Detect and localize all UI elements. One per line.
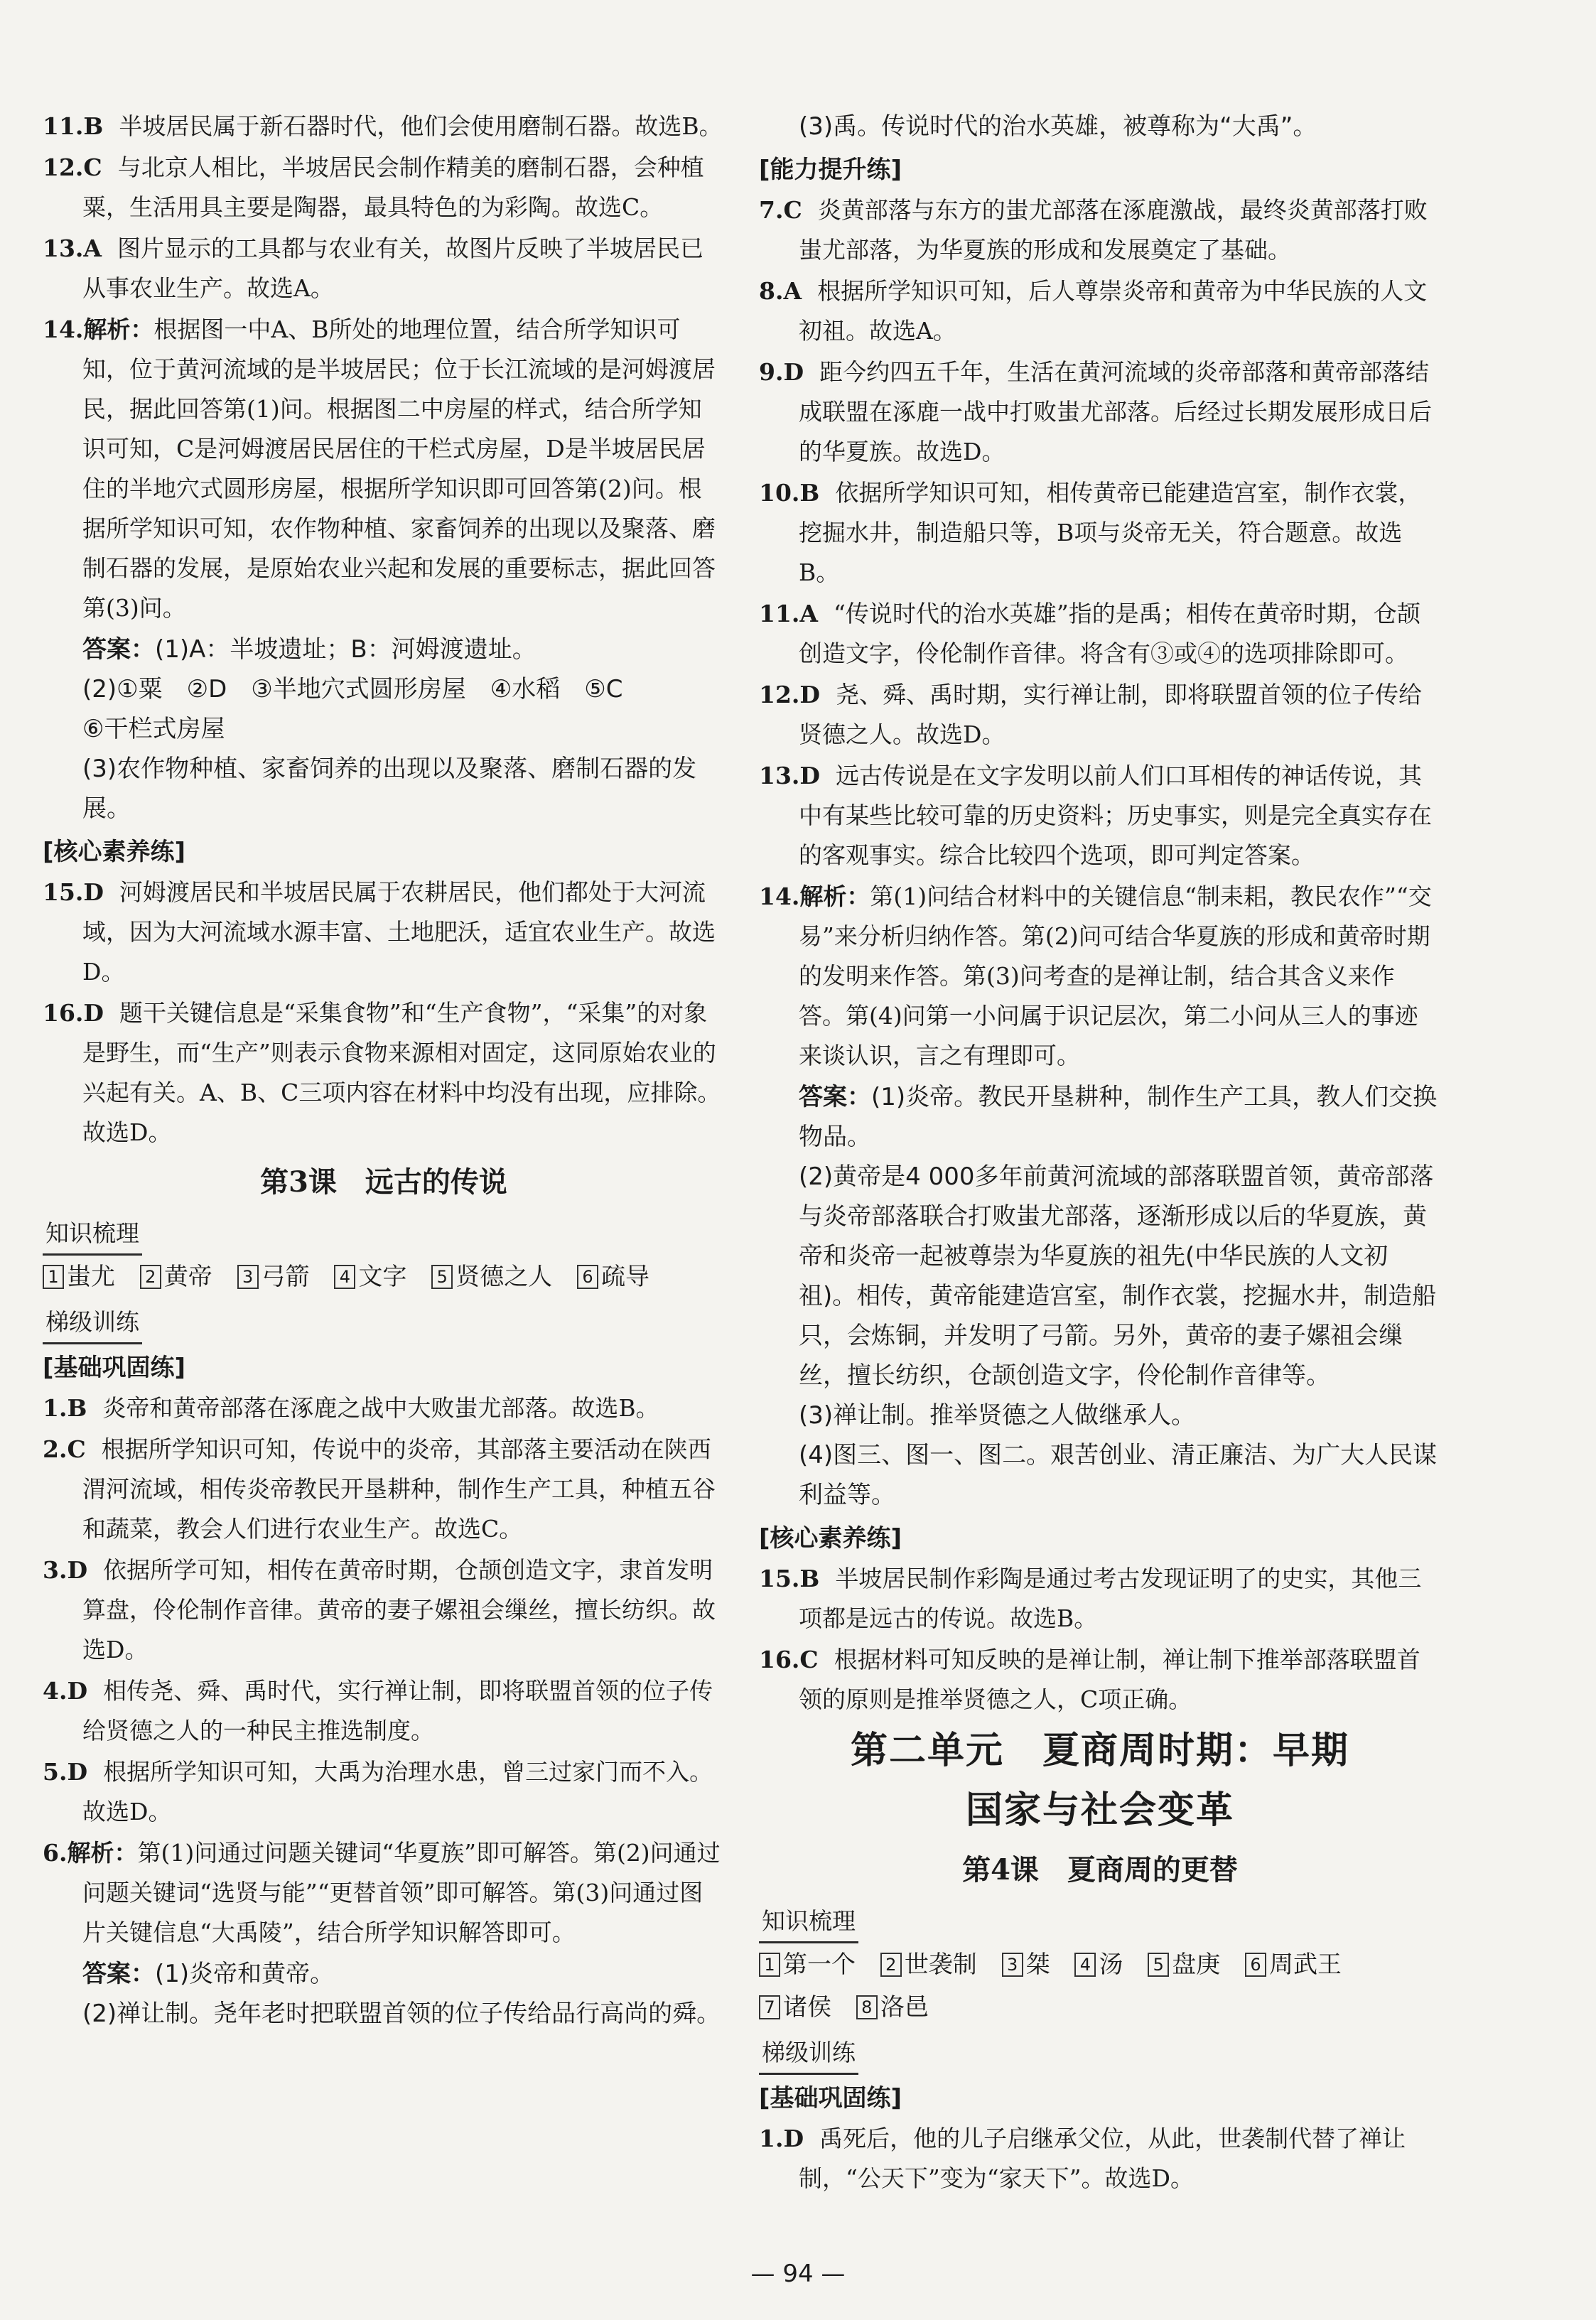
lesson-3-answer-14-1: 答案：(1)炎帝。教民开垦耕种，制作生产工具，教人们交换物品。 <box>799 1083 1438 1151</box>
core-section-heading: [核心素养练] <box>759 1524 902 1553</box>
unit-2-title-line-2: 国家与社会变革 <box>965 1788 1234 1832</box>
knowledge-item: 1 蚩尤 <box>43 1263 115 1291</box>
answer-14-answer-3: (3)农作物种植、家畜饲养的出现以及聚落、磨制石器的发展。 <box>82 755 697 823</box>
knowledge-list-lesson-3 <box>43 1256 725 1298</box>
lesson-3-answer-14-analysis: 14.解析：第(1)问结合材料中的关键信息“制耒耜，教民农作”“交易”来分析归纳作答。第(2)问可结合华夏族的形成和黄帝时期的发明来作答。第(3)问考查的是禅让制，结合其含义来作答。第(4)问第一小问属于识记层次，第二小问从三人的事迹来谈认识，言之有理即可。 <box>759 883 1432 1069</box>
knowledge-item: 3 桀 <box>1002 1951 1050 1979</box>
answer-14-answer-2b: ⑥干栏式房屋 <box>82 715 225 743</box>
answer-14-answer-2: (2)①粟 ②D ③半地穴式圆形房屋 ④水稻 ⑤C <box>82 675 623 703</box>
answer-13: 13.A 图片显示的工具都与农业有关，故图片反映了半坡居民已从事农业生产。故选A。 <box>43 234 704 302</box>
core-section-heading: [核心素养练] <box>43 838 186 866</box>
unit-2-title-line-1: 第二单元 夏商周时期：早期 <box>850 1729 1349 1772</box>
knowledge-heading: 知识梳理 <box>759 1901 858 1943</box>
lesson-3-answer-15: 15.B 半坡居民制作彩陶是通过考古发现证明了的史实，其他三项都是远古的传说。故选B。 <box>759 1565 1422 1632</box>
knowledge-list-lesson-4-row-2 <box>759 1986 1441 2029</box>
lesson-3-answer-4: 4.D 相传尧、舜、禹时代，实行禅让制，即将联盟首领的位子传给贤德之人的一种民主推选制度。 <box>43 1677 713 1744</box>
lesson-3-answer-7: 7.C 炎黄部落与东方的蚩尤部落在涿鹿激战，最终炎黄部落打败蚩尤部落，为华夏族的形成和发展奠定了基础。 <box>759 196 1428 264</box>
lesson-3-answer-3: 3.D 依据所学可知，相传在黄帝时期，仓颉创造文字，隶首发明算盘，伶伦制作音律。黄帝的妻子嫘祖会缫丝，擅长纺织。故选D。 <box>43 1556 716 1663</box>
knowledge-item: 4 汤 <box>1074 1951 1123 1979</box>
basic-section-heading: [基础巩固练] <box>43 1354 186 1382</box>
answer-14-analysis: 14.解析：根据图一中A、B所处的地理位置，结合所学知识可知，位于黄河流域的是半坡居民；位于长江流域的是河姆渡居民，据此回答第(1)问。根据图二中房屋的样式，结合所学知识可知，C是河姆渡居民居住的干栏式房屋，D是半坡居民居住的半地穴式圆形房屋，根据所学知识即可回答第(2)问。根据所学知识可知，农作物种植、家畜饲养的出现以及聚落、磨制石器的发展，是原始农业兴起和发展的重要标志，据此回答第(3)问。 <box>43 315 716 622</box>
knowledge-item: 1 第一个 <box>759 1951 856 1979</box>
knowledge-item: 3 弓箭 <box>237 1263 310 1291</box>
lesson-3-answer-5: 5.D 根据所学知识可知，大禹为治理水患，曾三过家门而不入。故选D。 <box>43 1758 713 1825</box>
lesson-3-answer-11: 11.A “传说时代的治水英雄”指的是禹；相传在黄帝时期，仓颉创造文字，伶伦制作音律。将含有③或④的选项排除即可。 <box>759 600 1420 667</box>
answer-15: 15.D 河姆渡居民和半坡居民属于农耕居民，他们都处于大河流域，因为大河流域水源丰富、土地肥沃，适宜农业生产。故选D。 <box>43 878 716 986</box>
training-heading: 梯级训练 <box>43 1302 142 1344</box>
knowledge-heading: 知识梳理 <box>43 1214 142 1256</box>
answer-12: 12.C 与北京人相比，半坡居民会制作精美的磨制石器，会种植粟，生活用具主要是陶器，最具特色的为彩陶。故选C。 <box>43 153 704 221</box>
lesson-3-answer-12: 12.D 尧、舜、禹时期，实行禅让制，即将联盟首领的位子传给贤德之人。故选D。 <box>759 681 1423 748</box>
knowledge-list-lesson-4 <box>759 1943 1441 1986</box>
knowledge-item: 5 盘庚 <box>1148 1951 1220 1979</box>
lesson-4-title: 第4课 夏商周的更替 <box>962 1853 1238 1887</box>
answer-11: 11.B 半坡居民属于新石器时代，他们会使用磨制石器。故选B。 <box>43 112 723 140</box>
lesson-3-answer-9: 9.D 距今约四五千年，生活在黄河流域的炎帝部落和黄帝部落结成联盟在涿鹿一战中打败蚩尤部落。后经过长期发展形成日后的华夏族。故选D。 <box>759 358 1432 465</box>
lesson-3-answer-10: 10.B 依据所学知识可知，相传黄帝已能建造宫室，制作衣裳，挖掘水井，制造船只等，B项与炎帝无关，符合题意。故选B。 <box>759 479 1422 586</box>
knowledge-item: 6 疏导 <box>577 1263 649 1291</box>
lesson-3-title: 第3课 远古的传说 <box>260 1165 507 1199</box>
lesson-3-answer-6-1: 答案：(1)炎帝和黄帝。 <box>82 1960 335 1988</box>
lesson-3-answer-14-2: (2)黄帝是4 000多年前黄河流域的部落联盟首领，黄帝部落与炎帝部落联合打败蚩尤部落，逐渐形成以后的华夏族，黄帝和炎帝一起被尊崇为华夏族的祖先(中华民族的人文初祖)。相传，黄帝能建造宫室，制作衣裳，挖掘水井，制造船只，会炼铜，并发明了弓箭。另外，黄帝的妻子嫘祖会缫丝，擅长纺织，仓颉创造文字，伶伦制作音律等。 <box>799 1162 1437 1390</box>
lesson-3-answer-6-analysis: 6.解析：第(1)问通过问题关键词“华夏族”即可解答。第(2)问通过问题关键词“选贤与能”“更替首领”即可解答。第(3)问通过图片关键信息“大禹陵”，结合所学知识解答即可。 <box>43 1839 721 1946</box>
knowledge-item: 2 黄帝 <box>140 1263 212 1291</box>
lesson-3-answer-1: 1.B 炎帝和黄帝部落在涿鹿之战中大败蚩尤部落。故选B。 <box>43 1394 659 1422</box>
lesson-3-answer-14-4: (4)图三、图一、图二。艰苦创业、清正廉洁、为广大人民谋利益等。 <box>799 1441 1438 1509</box>
knowledge-item: 5 贤德之人 <box>431 1263 552 1291</box>
left-column <box>43 107 725 2034</box>
lesson-3-answer-8: 8.A 根据所学知识可知，后人尊崇炎帝和黄帝为中华民族的人文初祖。故选A。 <box>759 277 1428 345</box>
training-heading: 梯级训练 <box>759 2033 858 2075</box>
lesson-3-answer-16: 16.C 根据材料可知反映的是禅让制，禅让制下推举部落联盟首领的原则是推举贤德之人，C项正确。 <box>759 1646 1420 1713</box>
basic-section-heading: [基础巩固练] <box>759 2084 902 2113</box>
answer-14-answer-1: 答案：(1)A：半坡遗址；B：河姆渡遗址。 <box>82 635 537 664</box>
lesson-4-answer-1: 1.D 禹死后，他的儿子启继承父位，从此，世袭制代替了禅让制，“公天下”变为“家天下”。故选D。 <box>759 2125 1406 2192</box>
lesson-3-answer-6-2: (2)禅让制。尧年老时把联盟首领的位子传给品行高尚的舜。 <box>82 2000 721 2028</box>
page-number: — 94 — <box>750 2260 846 2288</box>
knowledge-item: 7 诸侯 <box>759 1993 831 2022</box>
lesson-3-answer-14-3: (3)禅让制。推举贤德之人做继承人。 <box>799 1401 1196 1430</box>
ability-section-heading: [能力提升练] <box>759 156 902 184</box>
lesson-3-answer-2: 2.C 根据所学知识可知，传说中的炎帝，其部落主要活动在陕西渭河流域，相传炎帝教民开垦耕种，制作生产工具，种植五谷和蔬菜，教会人们进行农业生产。故选C。 <box>43 1435 716 1543</box>
lesson-3-answer-6-3: (3)禹。传说时代的治水英雄，被尊称为“大禹”。 <box>799 112 1317 141</box>
knowledge-item: 8 洛邑 <box>856 1993 929 2022</box>
right-column <box>759 107 1441 2200</box>
knowledge-item: 6 周武王 <box>1245 1951 1342 1979</box>
lesson-3-answer-13: 13.D 远古传说是在文字发明以前人们口耳相传的神话传说，其中有某些比较可靠的历史资料；历史事实，则是完全真实存在的客观事实。综合比较四个选项，即可判定答案。 <box>759 762 1432 869</box>
answer-16: 16.D 题干关键信息是“采集食物”和“生产食物”，“采集”的对象是野生，而“生产”则表示食物来源相对固定，这同原始农业的兴起有关。A、B、C三项内容在材料中均没有出现，应排除。故选D。 <box>43 999 721 1146</box>
knowledge-item: 4 文字 <box>334 1263 406 1291</box>
knowledge-item: 2 世袭制 <box>880 1951 977 1979</box>
